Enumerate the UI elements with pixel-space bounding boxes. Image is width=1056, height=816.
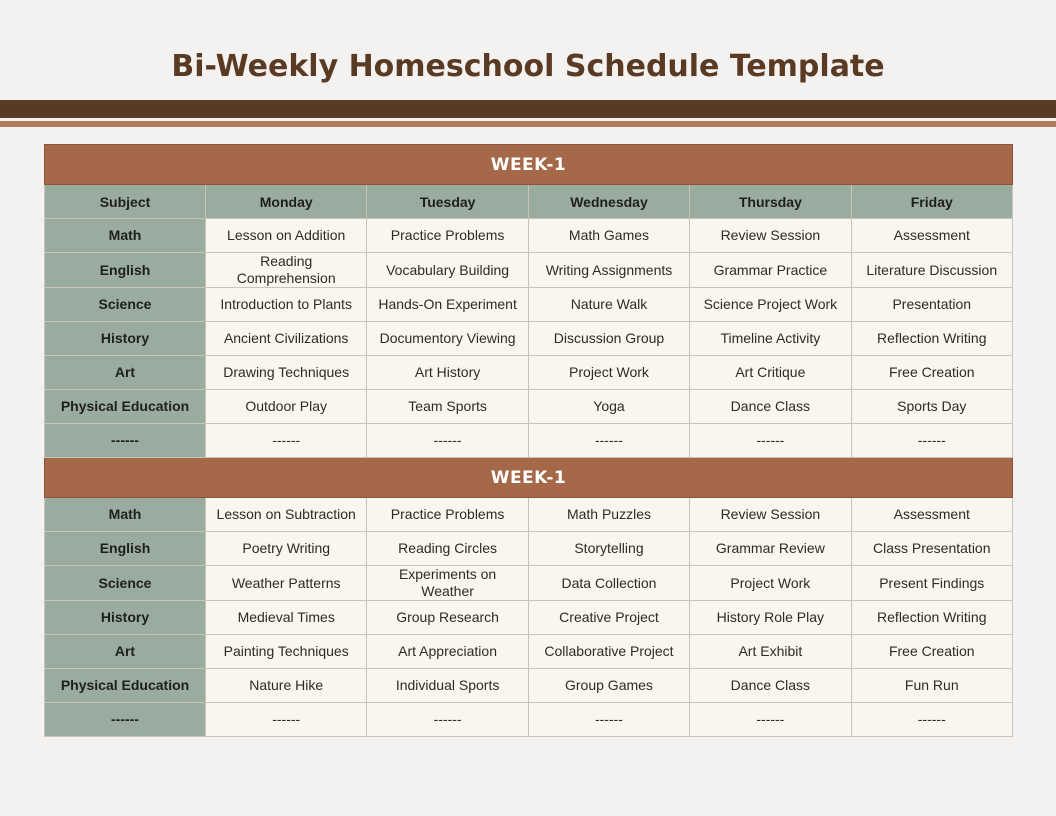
schedule-table: [44, 144, 1013, 737]
table-row: [45, 424, 1013, 458]
activity-cell: Writing Assignments: [528, 253, 689, 288]
activity-cell: Grammar Practice: [690, 253, 851, 288]
table-row: [45, 669, 1013, 703]
activity-cell: Experiments on Weather: [367, 566, 528, 601]
table-row: [45, 288, 1013, 322]
activity-cell: Data Collection: [528, 566, 689, 601]
column-header: Tuesday: [367, 185, 528, 219]
activity-cell: Group Research: [367, 601, 528, 635]
table-row: [45, 601, 1013, 635]
subject-cell: Math: [45, 219, 206, 253]
activity-cell: Presentation: [851, 288, 1012, 322]
table-row: [45, 703, 1013, 737]
table-row: [45, 219, 1013, 253]
activity-cell: Nature Walk: [528, 288, 689, 322]
activity-cell: Medieval Times: [206, 601, 367, 635]
subject-cell: Physical Education: [45, 390, 206, 424]
subject-cell: Art: [45, 635, 206, 669]
activity-cell: ------: [206, 703, 367, 737]
table-row: [45, 253, 1013, 288]
activity-cell: Lesson on Addition: [206, 219, 367, 253]
activity-cell: Math Puzzles: [528, 498, 689, 532]
table-row: [45, 635, 1013, 669]
page-title: Bi-Weekly Homeschool Schedule Template: [171, 49, 885, 84]
table-row: [45, 390, 1013, 424]
activity-cell: Assessment: [851, 498, 1012, 532]
activity-cell: Class Presentation: [851, 532, 1012, 566]
activity-cell: Free Creation: [851, 635, 1012, 669]
activity-cell: Drawing Techniques: [206, 356, 367, 390]
subject-cell: Physical Education: [45, 669, 206, 703]
subject-cell: History: [45, 601, 206, 635]
activity-cell: Present Findings: [851, 566, 1012, 601]
activity-cell: Yoga: [528, 390, 689, 424]
activity-cell: ------: [851, 424, 1012, 458]
subject-cell: History: [45, 322, 206, 356]
activity-cell: Timeline Activity: [690, 322, 851, 356]
activity-cell: Practice Problems: [367, 219, 528, 253]
activity-cell: Introduction to Plants: [206, 288, 367, 322]
activity-cell: Creative Project: [528, 601, 689, 635]
activity-cell: Outdoor Play: [206, 390, 367, 424]
header-band-dark: [0, 100, 1056, 118]
activity-cell: Project Work: [690, 566, 851, 601]
header-band-light: [0, 121, 1056, 127]
activity-cell: Hands-On Experiment: [367, 288, 528, 322]
activity-cell: ------: [367, 703, 528, 737]
activity-cell: Art History: [367, 356, 528, 390]
subject-cell: Art: [45, 356, 206, 390]
activity-cell: Painting Techniques: [206, 635, 367, 669]
column-header: Wednesday: [528, 185, 689, 219]
activity-cell: Fun Run: [851, 669, 1012, 703]
subject-cell: Math: [45, 498, 206, 532]
activity-cell: History Role Play: [690, 601, 851, 635]
activity-cell: Weather Patterns: [206, 566, 367, 601]
column-header: Monday: [206, 185, 367, 219]
activity-cell: Reading Comprehension: [206, 253, 367, 288]
activity-cell: Group Games: [528, 669, 689, 703]
activity-cell: ------: [367, 424, 528, 458]
activity-cell: Grammar Review: [690, 532, 851, 566]
activity-cell: Nature Hike: [206, 669, 367, 703]
activity-cell: Review Session: [690, 498, 851, 532]
week-header-row: [45, 145, 1013, 185]
table-row: [45, 498, 1013, 532]
activity-cell: Literature Discussion: [851, 253, 1012, 288]
table-row: [45, 532, 1013, 566]
activity-cell: Art Critique: [690, 356, 851, 390]
activity-cell: Poetry Writing: [206, 532, 367, 566]
activity-cell: Vocabulary Building: [367, 253, 528, 288]
table-row: [45, 322, 1013, 356]
activity-cell: Free Creation: [851, 356, 1012, 390]
activity-cell: Storytelling: [528, 532, 689, 566]
activity-cell: Practice Problems: [367, 498, 528, 532]
activity-cell: Review Session: [690, 219, 851, 253]
column-header: Subject: [45, 185, 206, 219]
activity-cell: Sports Day: [851, 390, 1012, 424]
subject-cell: English: [45, 532, 206, 566]
subject-cell: Science: [45, 288, 206, 322]
activity-cell: Project Work: [528, 356, 689, 390]
activity-cell: Dance Class: [690, 390, 851, 424]
activity-cell: Dance Class: [690, 669, 851, 703]
activity-cell: Reflection Writing: [851, 322, 1012, 356]
activity-cell: Reflection Writing: [851, 601, 1012, 635]
activity-cell: Assessment: [851, 219, 1012, 253]
activity-cell: Art Exhibit: [690, 635, 851, 669]
activity-cell: ------: [206, 424, 367, 458]
week-label: WEEK-1: [45, 145, 1013, 185]
activity-cell: Collaborative Project: [528, 635, 689, 669]
activity-cell: Ancient Civilizations: [206, 322, 367, 356]
subject-cell: Science: [45, 566, 206, 601]
subject-cell: ------: [45, 424, 206, 458]
activity-cell: Art Appreciation: [367, 635, 528, 669]
activity-cell: ------: [851, 703, 1012, 737]
activity-cell: ------: [690, 424, 851, 458]
activity-cell: Science Project Work: [690, 288, 851, 322]
column-header-row: [45, 185, 1013, 219]
week-label: WEEK-1: [45, 458, 1013, 498]
table-row: [45, 566, 1013, 601]
activity-cell: ------: [528, 424, 689, 458]
subject-cell: English: [45, 253, 206, 288]
week-header-row: [45, 458, 1013, 498]
activity-cell: Lesson on Subtraction: [206, 498, 367, 532]
column-header: Friday: [851, 185, 1012, 219]
activity-cell: Discussion Group: [528, 322, 689, 356]
activity-cell: Math Games: [528, 219, 689, 253]
activity-cell: Team Sports: [367, 390, 528, 424]
activity-cell: ------: [690, 703, 851, 737]
activity-cell: Individual Sports: [367, 669, 528, 703]
table-row: [45, 356, 1013, 390]
subject-cell: ------: [45, 703, 206, 737]
activity-cell: Documentory Viewing: [367, 322, 528, 356]
activity-cell: ------: [528, 703, 689, 737]
column-header: Thursday: [690, 185, 851, 219]
activity-cell: Reading Circles: [367, 532, 528, 566]
